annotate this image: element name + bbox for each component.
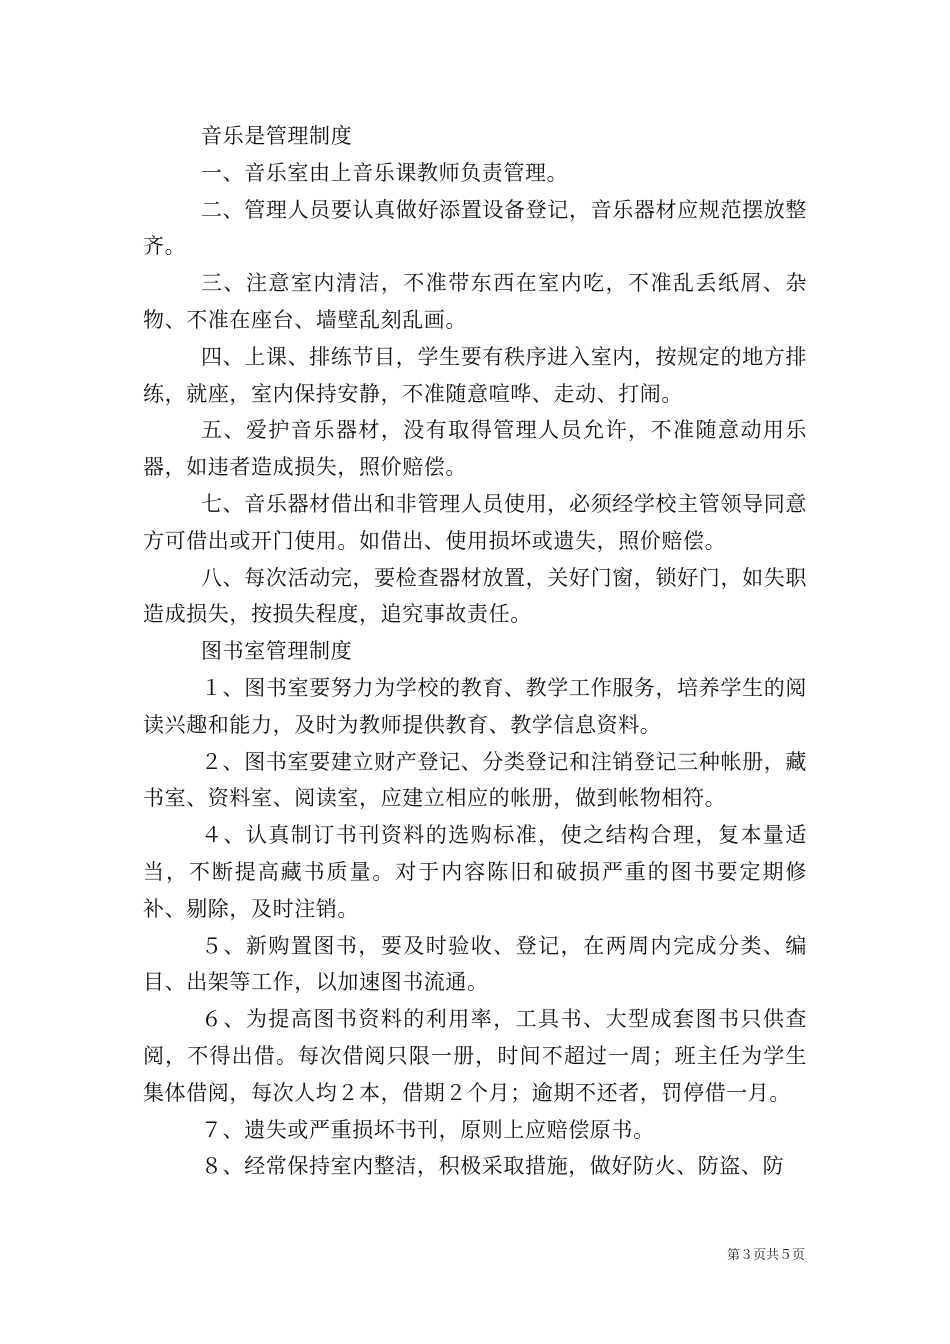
music-rule-3: 三、注意室内清洁，不准带东西在室内吃，不准乱丢纸屑、杂物、不准在座台、墙壁乱刻乱画。 [143, 271, 807, 332]
music-rule-5: 五、爱护音乐器材，没有取得管理人员允许，不准随意动用乐器，如违者造成损失，照价赔偿。 [143, 418, 807, 480]
music-room-title: 音乐是管理制度 [201, 124, 353, 148]
document-body [143, 118, 807, 1185]
music-rule-1: 一、音乐室由上音乐课教师负责管理。 [201, 160, 569, 185]
music-rule-2: 二、管理人员要认真做好添置设备登记，音乐器材应规范摆放整齐。 [143, 197, 807, 259]
library-title: 图书室管理制度 [201, 639, 353, 664]
library-rule-1: １、图书室要努力为学校的教育、教学工作服务，培养学生的阅读兴趣和能力，及时为教师提供教育、教学信息资料。 [143, 675, 807, 737]
library-rule-7: ７、遗失或严重损坏书刊，原则上应赔偿原书。 [201, 1117, 655, 1142]
library-rule-2: ２、图书室要建立财产登记、分类登记和注销登记三种帐册，藏书室、资料室、阅读室，应建立相应的帐册，做到帐物相符。 [143, 749, 807, 811]
library-rule-8: ８、经常保持室内整洁，积极采取措施，做好防火、防盗、防 [201, 1154, 785, 1179]
music-rule-8: 八、每次活动完，要检查器材放置，关好门窗，锁好门，如失职造成损失，按损失程度，追究事故责任。 [143, 565, 807, 627]
library-rule-6: ６、为提高图书资料的利用率，工具书、大型成套图书只供查阅，不得出借。每次借阅只限一册，时间不超过一周；班主任为学生集体借阅，每次人均２本，借期２个月；逾期不还者，罚停借一月。 [143, 1007, 807, 1105]
music-rule-7: 七、音乐器材借出和非管理人员使用，必须经学校主管领导同意方可借出或开门使用。如借出、使用损坏或遗失，照价赔偿。 [143, 491, 807, 553]
library-rule-4: ４、认真制订书刊资料的选购标准，使之结构合理，复本量适当，不断提高藏书质量。对于内容陈旧和破损严重的图书要定期修补、剔除，及时注销。 [143, 823, 807, 921]
music-rule-4: 四、上课、排练节目，学生要有秩序进入室内，按规定的地方排练，就座，室内保持安静，不准随意喧哗、走动、打闹。 [143, 344, 807, 406]
library-rule-5: ５、新购置图书，要及时验收、登记，在两周内完成分类、编目、出架等工作，以加速图书流通。 [143, 933, 807, 995]
page-number-footer: 第３页共５页 [726, 1248, 805, 1263]
